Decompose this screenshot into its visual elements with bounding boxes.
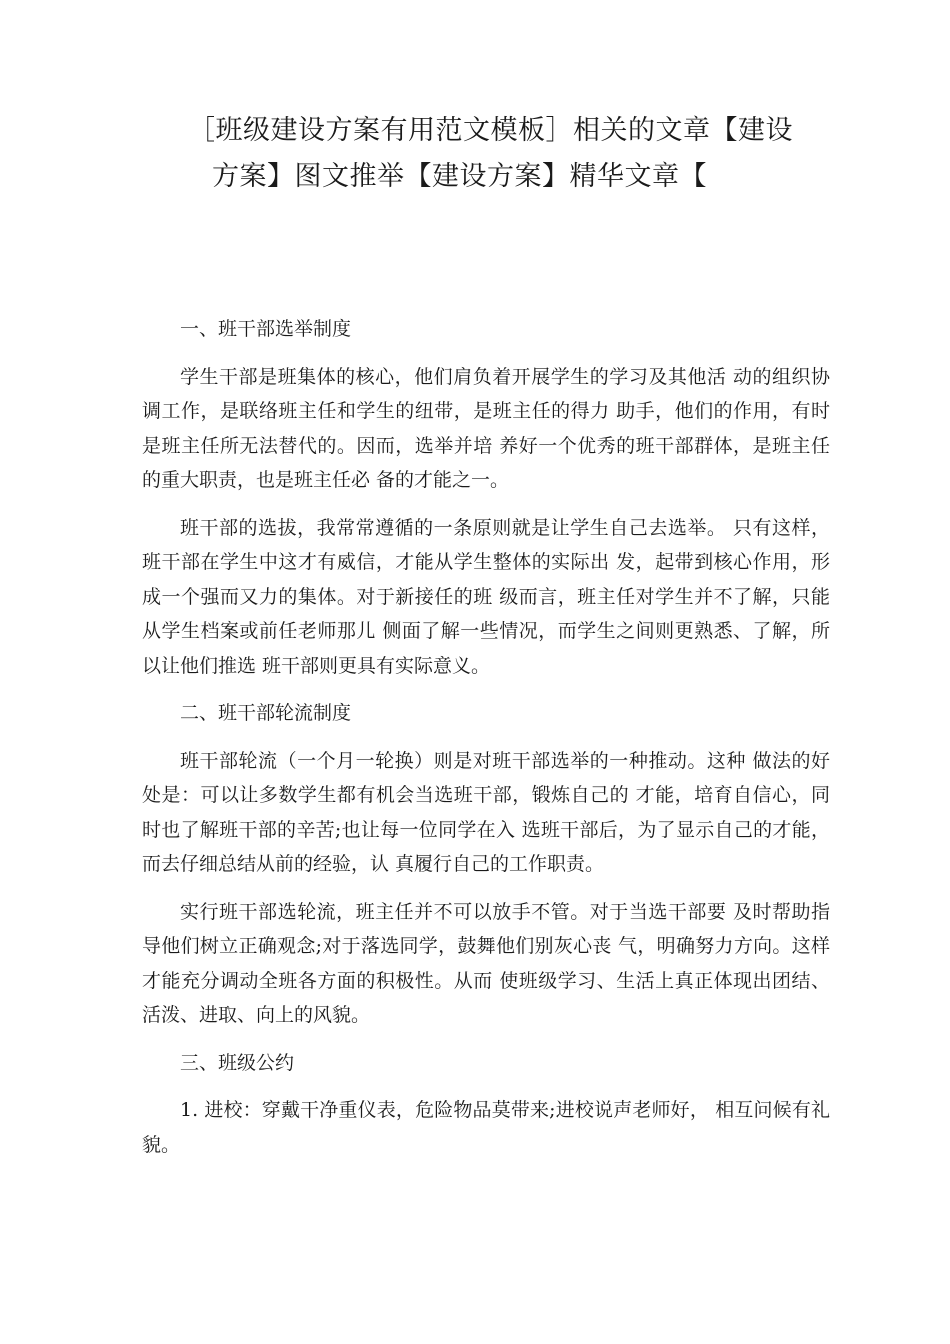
title-line-1: ［班级建设方案有用范文模板］相关的文章【建设 (188, 115, 793, 146)
section-3-paragraph-1: 1. 进校：穿戴干净重仪表，危险物品莫带来;进校说声老师好， 相互问候有礼貌。 (142, 1099, 830, 1156)
section-2-paragraph-1: 班干部轮流（一个月一轮换）则是对班干部选举的一种推动。这种 做法的好处是：可以让多数学生都有机会当选班干部，锻炼自己的 才能，培育自信心，同时也了解班干部的辛苦;也让每一位同学在入 选班干部后，为了显示自己的才能，而去仔细总结从前的经验，认 真履行自己的工作职责。 (142, 749, 830, 875)
section-heading-1: 一、班干部选举制度 (180, 318, 352, 340)
section-1-paragraph-2: 班干部的选拔，我常常遵循的一条原则就是让学生自己去选举。 只有这样，班干部在学生中这才有威信，才能从学生整体的实际出 发，起带到核心作用，形成一个强而又力的集体。对于新接任的班 级而言，班主任对学生并不了解，只能从学生档案或前任老师那儿 侧面了解一些情况，而学生之间则更熟悉、了解，所以让他们推选 班干部则更具有实际意义。 (142, 516, 830, 677)
document-body (142, 312, 830, 1175)
section-1-paragraph-1: 学生干部是班集体的核心，他们肩负着开展学生的学习及其他活 动的组织协调工作，是联络班主任和学生的纽带，是班主任的得力 助手，他们的作用，有时是班主任所无法替代的。因而，选举并培 养好一个优秀的班干部群体，是班主任的重大职责，也是班主任必 备的才能之一。 (142, 365, 830, 491)
document-title (188, 108, 828, 200)
title-line-2: 方案】图文推举【建设方案】精华文章【 (212, 161, 707, 192)
section-heading-3: 三、班级公约 (180, 1051, 295, 1074)
section-heading-2: 二、班干部轮流制度 (180, 702, 352, 724)
section-2-paragraph-2: 实行班干部选轮流，班主任并不可以放手不管。对于当选干部要 及时帮助指导他们树立正确观念;对于落选同学，鼓舞他们别灰心丧 气，明确努力方向。这样才能充分调动全班各方面的积极性。从而 使班级学习、生活上真正体现出团结、活泼、进取、向上的风貌。 (142, 900, 830, 1026)
